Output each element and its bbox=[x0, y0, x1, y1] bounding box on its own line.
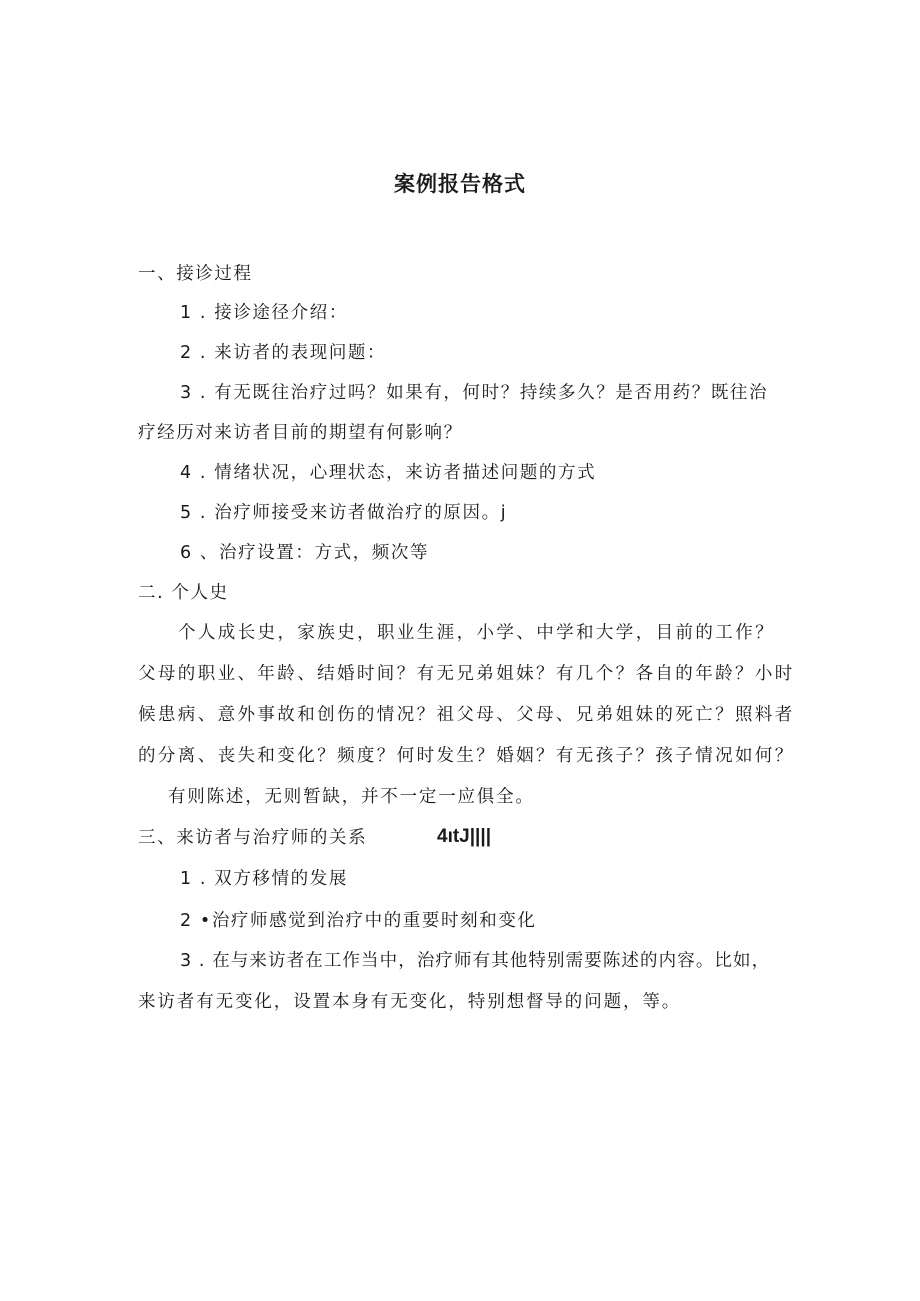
list-item: 5 . 治疗师接受来访者做治疗的原因。j bbox=[180, 503, 508, 523]
list-item: 2 . 来访者的表现问题： bbox=[180, 343, 387, 363]
paragraph-line: 的分离、丧失和变化？频度？何时发生？婚姻？有无孩子？孩子情况如何？ bbox=[138, 746, 795, 766]
list-item: 1 . 双方移情的发展 bbox=[180, 869, 348, 889]
list-item-continuation: 疗经历对来访者目前的期望有何影响？ bbox=[138, 423, 463, 443]
list-item: 3 . 在与来访者在工作当中，治疗师有其他特别需要陈述的内容。比如， bbox=[180, 951, 771, 971]
paragraph-line: 候患病、意外事故和创伤的情况？祖父母、父母、兄弟姐妹的死亡？照料者 bbox=[138, 705, 795, 725]
list-item: 2 •治疗师感觉到治疗中的重要时刻和变化 bbox=[180, 911, 537, 931]
list-item-continuation: 来访者有无变化，设置本身有无变化，特别想督导的问题，等。 bbox=[138, 992, 682, 1012]
handwritten-mark: 4ıtJ|||| bbox=[437, 826, 492, 847]
section-heading-1: 一、接诊过程 bbox=[138, 264, 253, 284]
paragraph-line: 父母的职业、年龄、结婚时间？有无兄弟姐妹？有几个？各自的年龄？小时 bbox=[138, 664, 795, 684]
list-item: 4 . 情绪状况，心理状态，来访者描述问题的方式 bbox=[180, 463, 597, 483]
list-item: 6 、治疗设置：方式，频次等 bbox=[180, 543, 430, 563]
paragraph-line: 个人成长史，家族史，职业生涯，小学、中学和大学，目前的工作？ bbox=[178, 623, 775, 643]
paragraph-line: 有则陈述，无则暂缺，并不一定一应俱全。 bbox=[168, 787, 535, 807]
list-item: 3 . 有无既往治疗过吗？如果有，何时？持续多久？是否用药？既往治 bbox=[180, 383, 769, 403]
page-title: 案例报告格式 bbox=[394, 172, 526, 196]
list-item: 1 . 接诊途径介绍： bbox=[180, 303, 348, 323]
section-heading-2: 二. 个人史 bbox=[138, 583, 229, 603]
section-heading-3: 三、来访者与治疗师的关系 bbox=[138, 828, 368, 848]
